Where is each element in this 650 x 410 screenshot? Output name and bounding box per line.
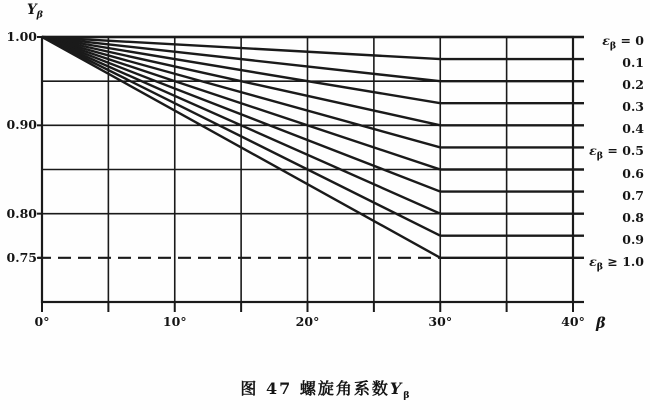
y-axis-symbol-sub: β [36, 9, 43, 21]
x-tick-label-40: 40° [561, 314, 585, 329]
y-axis-title [27, 2, 43, 21]
legend-item-eps-0.5: $\varepsilon_\beta = 0.5$ [589, 143, 644, 162]
curve-eps-beta-0.5 [42, 37, 584, 147]
caption-symbol-sub: β [403, 390, 410, 402]
legend-item-eps-0.9: 0.9 [622, 231, 644, 247]
legend-item-eps-0.4: 0.4 [622, 121, 644, 137]
x-tick-label-0: 0° [34, 314, 50, 329]
caption-text: 图 47 螺旋角系数 [240, 379, 390, 398]
legend-item-eps-0.1: 0.1 [622, 55, 644, 71]
legend-item-eps-0.3: 0.3 [622, 99, 644, 115]
x-axis-title: β [596, 315, 606, 332]
y-tick-label-0.90: 0.90 [6, 117, 37, 133]
caption-symbol: Y [389, 379, 404, 398]
x-tick-label-10: 10° [162, 314, 187, 329]
legend-item-eps-0.6: 0.6 [622, 165, 644, 181]
figure-caption [0, 376, 650, 401]
legend-item-eps-0.7: 0.7 [622, 187, 644, 203]
epsilon-symbol-sub: β [596, 261, 604, 273]
y-tick-label-0.75: 0.75 [6, 249, 37, 265]
x-tick-label-30: 30° [428, 314, 453, 329]
y-axis-symbol: Y [27, 2, 37, 18]
legend-item-eps-0.2: 0.2 [622, 77, 644, 93]
legend-item-eps-0.8: 0.8 [622, 209, 644, 225]
y-tick-label-0.80: 0.80 [6, 205, 37, 221]
x-tick-label-20: 20° [295, 314, 320, 329]
epsilon-symbol-sub: β [609, 40, 617, 52]
epsilon-symbol: ε [589, 253, 597, 269]
y-tick-label-1.00: 1.00 [6, 29, 37, 44]
epsilon-symbol-sub: β [596, 150, 604, 162]
legend-item-eps-0: $\varepsilon_\beta = 0$ [602, 33, 644, 52]
epsilon-symbol: ε [589, 143, 597, 159]
legend-item-eps-≥1.0: $\varepsilon_\beta \ge 1.0$ [589, 253, 644, 273]
epsilon-symbol: ε [602, 33, 610, 48]
